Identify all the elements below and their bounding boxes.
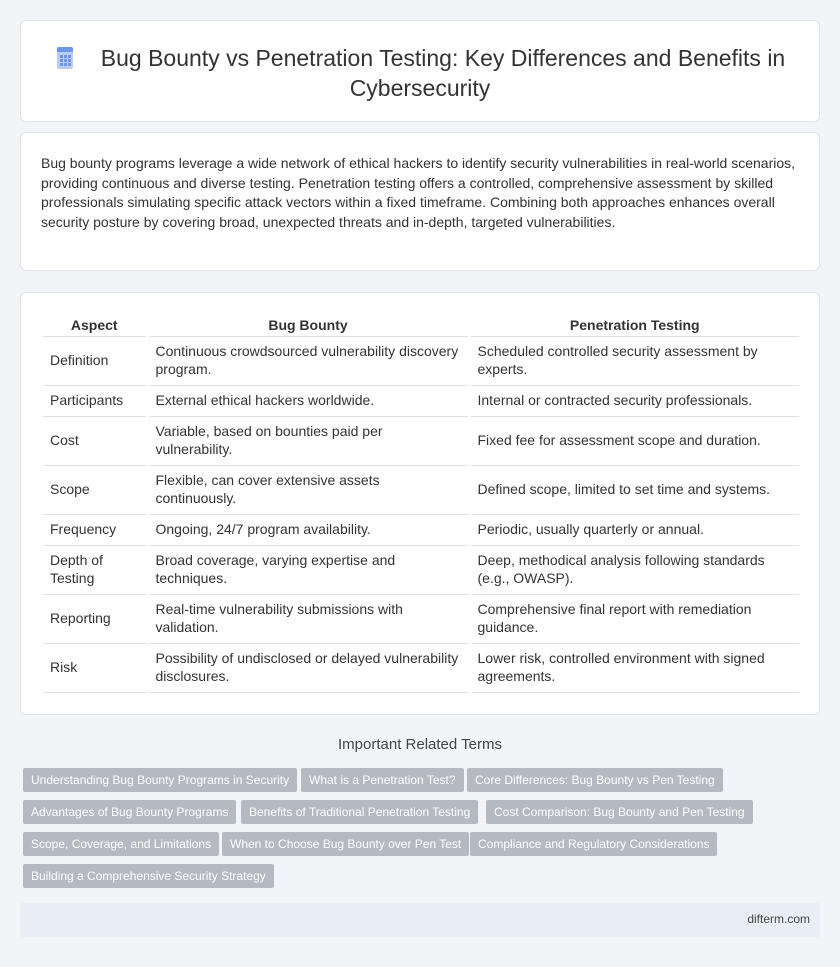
header-aspect: Aspect — [43, 315, 147, 336]
aspect-cell: Scope — [43, 465, 147, 514]
document-icon — [55, 47, 75, 69]
footer — [20, 903, 820, 937]
bug-bounty-cell: Real-time vulnerability submissions with validation. — [147, 594, 469, 643]
comparison-table — [43, 315, 799, 693]
aspect-cell: Reporting — [43, 594, 147, 643]
related-term-tag[interactable]: Core Differences: Bug Bounty vs Pen Testing — [467, 768, 723, 792]
related-term-tag[interactable]: Building a Comprehensive Security Strategy — [23, 864, 274, 888]
pen-test-cell: Defined scope, limited to set time and systems. — [469, 465, 799, 514]
aspect-cell: Frequency — [43, 514, 147, 545]
bug-bounty-cell: External ethical hackers worldwide. — [147, 385, 469, 416]
table-row — [43, 643, 799, 692]
related-term-tag[interactable]: Cost Comparison: Bug Bounty and Pen Testing — [486, 800, 753, 824]
title-card — [20, 20, 820, 122]
related-term-tag[interactable]: Benefits of Traditional Penetration Testing — [241, 800, 478, 824]
intro-card — [20, 132, 820, 271]
page-title-wrap — [21, 43, 819, 103]
bug-bounty-cell: Possibility of undisclosed or delayed vulnerability disclosures. — [147, 643, 469, 692]
related-term-tag[interactable]: What is a Penetration Test? — [301, 768, 464, 792]
table-row — [43, 514, 799, 545]
pen-test-cell: Fixed fee for assessment scope and duration. — [469, 416, 799, 465]
bug-bounty-cell: Variable, based on bounties paid per vulnerability. — [147, 416, 469, 465]
table-row — [43, 545, 799, 594]
pen-test-cell: Periodic, usually quarterly or annual. — [469, 514, 799, 545]
related-term-tag[interactable]: Compliance and Regulatory Considerations — [470, 832, 717, 856]
page-title: Bug Bounty vs Penetration Testing: Key Differences and Benefits in Cybersecurity — [100, 45, 786, 101]
header-bug-bounty: Bug Bounty — [147, 315, 469, 336]
intro-paragraph: Bug bounty programs leverage a wide network of ethical hackers to identify security vulnerabilities in real-world scenarios, providing continuous and diverse testing. Penetration testing offers a controlled, comprehensive assessment by skilled professionals simulating specific attack vectors within a fixed timeframe. Combining both approaches enhances overall security posture by covering broad, unexpected threats and in-depth, targeted vulnerabilities. — [41, 155, 796, 230]
related-term-tag[interactable]: Advantages of Bug Bounty Programs — [23, 800, 236, 824]
bug-bounty-cell: Broad coverage, varying expertise and techniques. — [147, 545, 469, 594]
bug-bounty-cell: Continuous crowdsourced vulnerability discovery program. — [147, 336, 469, 385]
related-term-tag[interactable]: Scope, Coverage, and Limitations — [23, 832, 219, 856]
aspect-cell: Risk — [43, 643, 147, 692]
pen-test-cell: Comprehensive final report with remediation guidance. — [469, 594, 799, 643]
aspect-cell: Cost — [43, 416, 147, 465]
aspect-cell: Definition — [43, 336, 147, 385]
header-penetration-testing: Penetration Testing — [469, 315, 799, 336]
table-row — [43, 385, 799, 416]
pen-test-cell: Lower risk, controlled environment with signed agreements. — [469, 643, 799, 692]
bug-bounty-cell: Flexible, can cover extensive assets continuously. — [147, 465, 469, 514]
related-term-tag[interactable]: Understanding Bug Bounty Programs in Security — [23, 768, 297, 792]
footer-site-link[interactable]: difterm.com — [747, 912, 810, 926]
table-row — [43, 465, 799, 514]
aspect-cell: Depth of Testing — [43, 545, 147, 594]
pen-test-cell: Deep, methodical analysis following standards (e.g., OWASP). — [469, 545, 799, 594]
pen-test-cell: Scheduled controlled security assessment by experts. — [469, 336, 799, 385]
table-row — [43, 594, 799, 643]
related-term-tag[interactable]: When to Choose Bug Bounty over Pen Test — [222, 832, 469, 856]
bug-bounty-cell: Ongoing, 24/7 program availability. — [147, 514, 469, 545]
comparison-card — [20, 292, 820, 715]
aspect-cell: Participants — [43, 385, 147, 416]
table-row — [43, 336, 799, 385]
related-terms-heading: Important Related Terms — [338, 736, 502, 753]
table-header-row — [43, 315, 799, 336]
pen-test-cell: Internal or contracted security professionals. — [469, 385, 799, 416]
table-row — [43, 416, 799, 465]
